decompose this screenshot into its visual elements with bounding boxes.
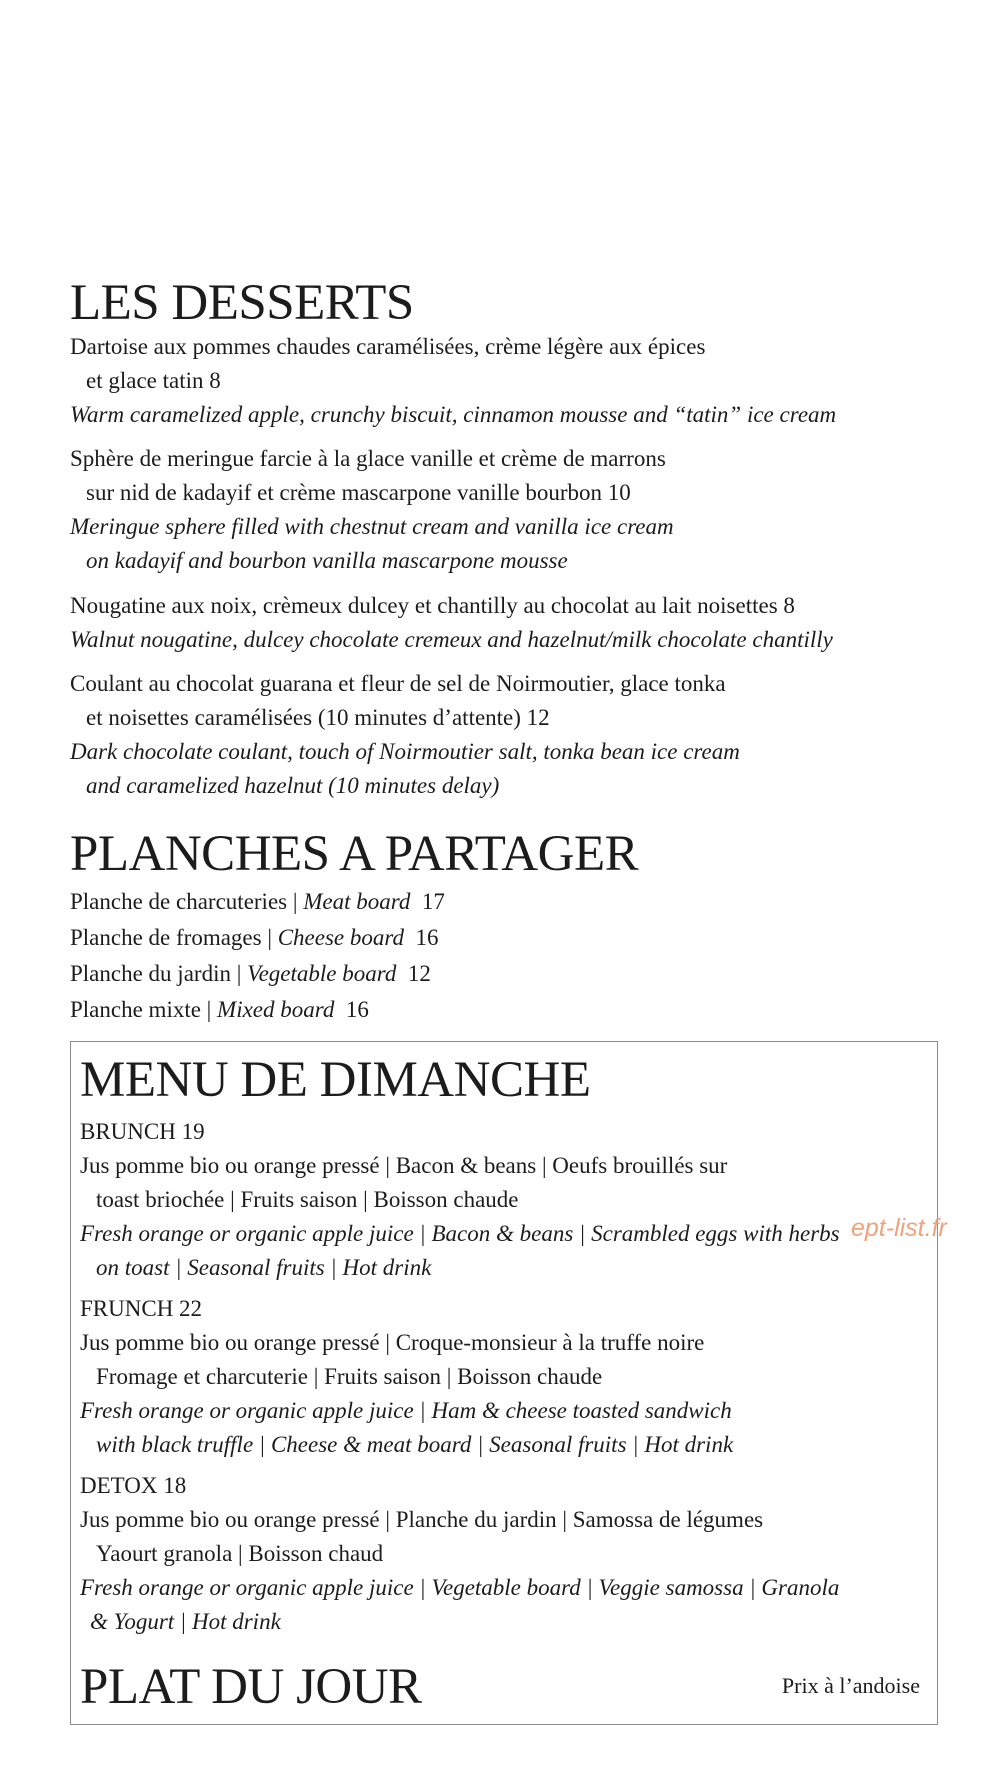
planche-item-price: 16	[403, 925, 439, 950]
brunch-en-line-2: on toast | Seasonal fruits | Hot drink	[96, 1255, 432, 1280]
detox-fr-line-1: Jus pomme bio ou orange pressé | Planche du jardin | Samossa de légumes	[80, 1507, 764, 1532]
frunch-en-line-2: with black truffle | Cheese & meat board | Seasonal fruits | Hot drink	[96, 1432, 734, 1457]
planche-item	[70, 959, 431, 989]
planche-item-en: Cheese board	[277, 925, 404, 950]
detox-en-line-2: & Yogurt | Hot drink	[90, 1609, 281, 1634]
plat-du-jour-title: PLAT DU JOUR	[80, 1659, 422, 1715]
detox-fr-line-2: Yaourt granola | Boisson chaud	[96, 1541, 384, 1566]
plat-du-jour-price: Prix à l’andoise	[781, 1673, 920, 1698]
brunch-fr-line-2: toast briochée | Fruits saison | Boisson chaude	[96, 1187, 519, 1212]
planche-item-fr: Planche mixte |	[70, 997, 218, 1022]
planche-item-price: 16	[334, 997, 369, 1022]
planche-item-en: Mixed board	[217, 997, 335, 1022]
planche-item-price: 17	[410, 889, 445, 914]
planche-item-fr: Planche de fromages |	[70, 925, 278, 950]
detox-heading: DETOX 18	[80, 1473, 187, 1498]
planche-item	[70, 995, 369, 1025]
planche-item	[70, 887, 445, 917]
dessert-2-fr-line-1: Sphère de meringue farcie à la glace vanille et crème de marrons	[70, 446, 666, 471]
dessert-1-en-line-1: Warm caramelized apple, crunchy biscuit, cinnamon mousse and “tatin” ice cream	[70, 402, 837, 427]
planche-item	[70, 923, 438, 953]
frunch-fr-line-2: Fromage et charcuterie | Fruits saison | Boisson chaude	[96, 1364, 603, 1389]
dessert-3-en-line-1: Walnut nougatine, dulcey chocolate cremeux and hazelnut/milk chocolate chantilly	[70, 627, 833, 652]
dessert-4-fr-line-2: et noisettes caramélisées (10 minutes d’attente) 12	[86, 705, 550, 730]
watermark: ept-list.fr	[851, 1214, 947, 1242]
planche-item-fr: Planche de charcuteries |	[70, 889, 304, 914]
planche-item-en: Vegetable board	[247, 961, 397, 986]
sunday-menu-title: MENU DE DIMANCHE	[80, 1052, 591, 1108]
dessert-3-fr-line-1: Nougatine aux noix, crèmeux dulcey et chantilly au chocolat au lait noisettes 8	[70, 593, 795, 618]
planche-item-en: Meat board	[303, 889, 411, 914]
frunch-fr-line-1: Jus pomme bio ou orange pressé | Croque-monsieur à la truffe noire	[80, 1330, 705, 1355]
brunch-heading: BRUNCH 19	[80, 1119, 205, 1144]
dessert-4-fr-line-1: Coulant au chocolat guarana et fleur de sel de Noirmoutier, glace tonka	[70, 671, 726, 696]
desserts-title: LES DESSERTS	[70, 275, 414, 331]
sunday-menu-box	[70, 1041, 938, 1725]
brunch-fr-line-1: Jus pomme bio ou orange pressé | Bacon & beans | Oeufs brouillés sur	[80, 1153, 728, 1178]
dessert-2-fr-line-2: sur nid de kadayif et crème mascarpone vanille bourbon 10	[86, 480, 631, 505]
dessert-2-en-line-2: on kadayif and bourbon vanilla mascarpone mousse	[86, 548, 568, 573]
planche-item-fr: Planche du jardin |	[70, 961, 248, 986]
dessert-4-en-line-2: and caramelized hazelnut (10 minutes delay)	[86, 773, 500, 798]
detox-en-line-1: Fresh orange or organic apple juice | Vegetable board | Veggie samossa | Granola	[80, 1575, 840, 1600]
frunch-heading: FRUNCH 22	[80, 1296, 203, 1321]
dessert-2-en-line-1: Meringue sphere filled with chestnut cream and vanilla ice cream	[70, 514, 674, 539]
dessert-1-fr-line-2: et glace tatin 8	[86, 368, 221, 393]
brunch-en-line-1: Fresh orange or organic apple juice | Bacon & beans | Scrambled eggs with herbs	[80, 1221, 840, 1246]
dessert-4-en-line-1: Dark chocolate coulant, touch of Noirmoutier salt, tonka bean ice cream	[70, 739, 740, 764]
planche-item-price: 12	[396, 961, 431, 986]
planches-title: PLANCHES A PARTAGER	[70, 826, 639, 882]
dessert-1-fr-line-1: Dartoise aux pommes chaudes caramélisées, crème légère aux épices	[70, 334, 706, 359]
frunch-en-line-1: Fresh orange or organic apple juice | Ham & cheese toasted sandwich	[80, 1398, 732, 1423]
